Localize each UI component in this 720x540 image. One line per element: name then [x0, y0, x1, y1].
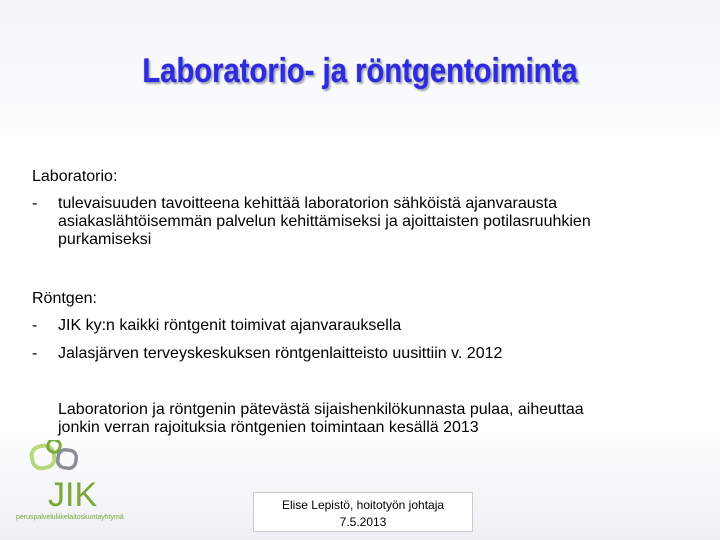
lab-heading: Laboratorio: [32, 168, 118, 185]
lab-item-line-2: asiakaslähtöisemmän palvelun kehittämiseksi ja ajoittaisten potilasruuhkien [58, 213, 591, 230]
xray-note-line-2: jonkin verran rajoituksia röntgenien toimintaan kesällä 2013 [58, 419, 479, 436]
footer-box [253, 492, 473, 532]
jik-logo [18, 440, 168, 525]
xray-item-1: JIK ky:n kaikki röntgenit toimivat ajanvarauksella [58, 317, 402, 334]
xray-bullet-marker-1: - [32, 317, 38, 334]
xray-bullet-marker-2: - [32, 345, 38, 362]
jik-logo-wordmark: JIK [48, 476, 98, 514]
lab-item-line-1: tulevaisuuden tavoitteena kehittää laboratorion sähköistä ajanvarausta [58, 195, 557, 212]
footer-author: Elise Lepistö, hoitotyön johtaja [281, 498, 445, 512]
xray-note-line-1: Laboratorion ja röntgenin pätevästä sijaishenkilökunnasta pulaa, aiheuttaa [58, 401, 584, 418]
footer-date: 7.5.2013 [339, 515, 387, 529]
jik-leaf-icon [30, 440, 77, 470]
lab-bullet-marker: - [32, 195, 38, 212]
slide-title: Laboratorio- ja röntgentoiminta [142, 52, 578, 90]
xray-note [58, 401, 678, 437]
xray-item-2: Jalasjärven terveyskeskuksen röntgenlaitteisto uusittiin v. 2012 [58, 345, 503, 362]
lab-item-line-3: purkamiseksi [58, 231, 152, 248]
jik-logo-tagline: peruspalveluliikelaitoskuntayhtymä [16, 514, 124, 521]
lab-item [58, 195, 678, 249]
xray-heading: Röntgen: [32, 290, 97, 307]
